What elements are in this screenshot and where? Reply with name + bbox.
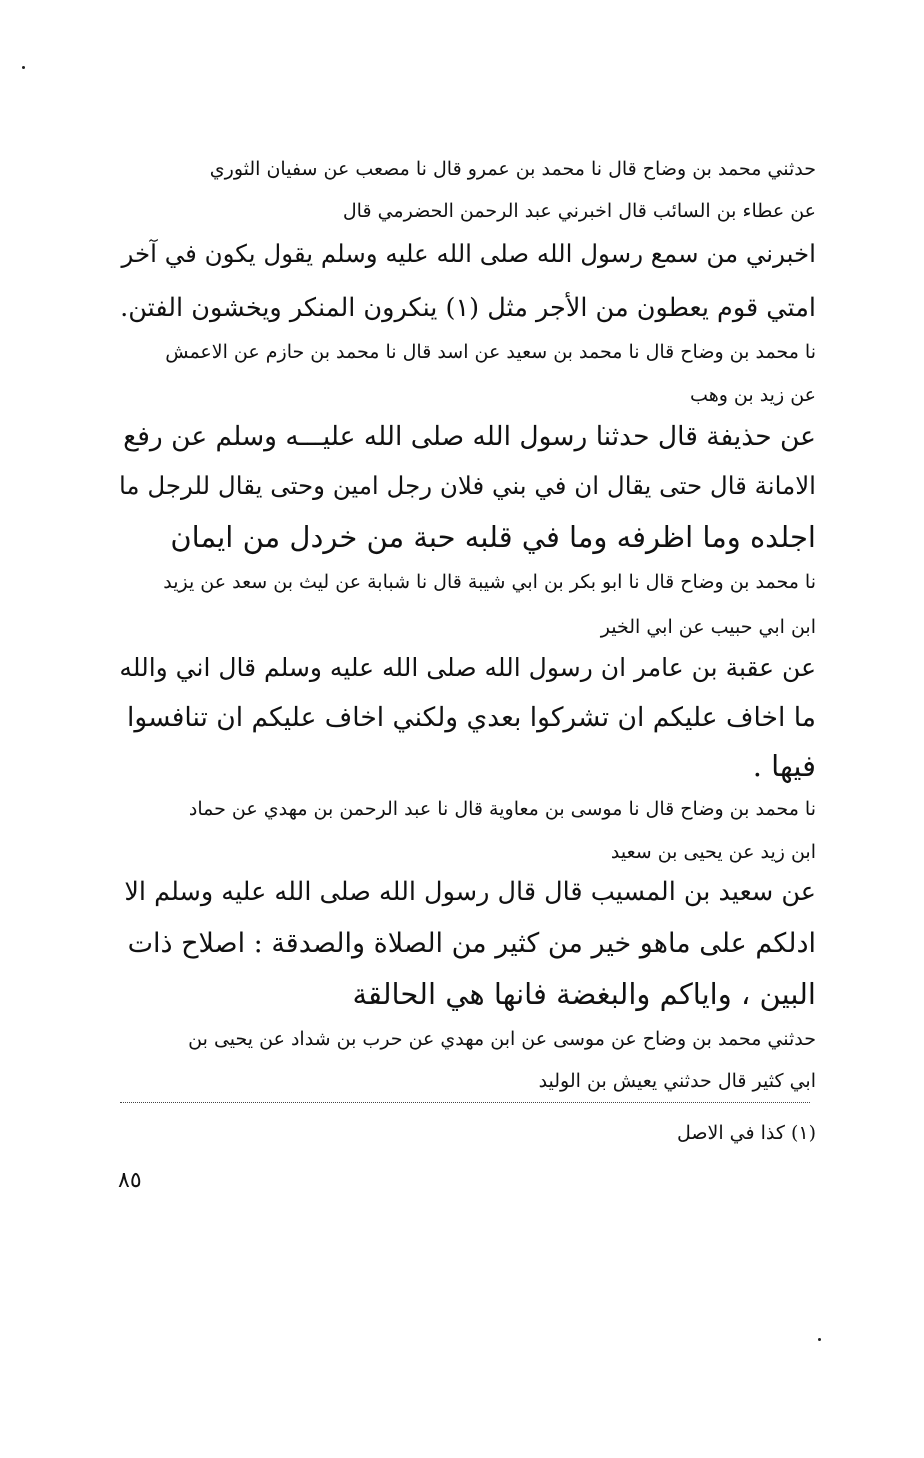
hadith-text-line-4: الامانة قال حتى يقال ان في بني فلان رجل امين وحتى يقال للرجل ما (118, 471, 816, 500)
footnote-divider (120, 1102, 810, 1103)
hadith-text-line-7: ما اخاف عليكم ان تشركوا بعدي ولكني اخاف عليكم ان تنافسوا (127, 702, 816, 733)
isnad-line-10: ابي كثير قال حدثني يعيش بن الوليد (538, 1070, 816, 1092)
isnad-line-8: ابن زيد عن يحيى بن سعيد (610, 841, 816, 863)
hadith-text-line-3: عن حذيفة قال حدثنا رسول الله صلى الله عليـــه وسلم عن رفع (123, 421, 816, 452)
isnad-line-6: ابن ابي حبيب عن ابي الخير (600, 616, 816, 638)
isnad-line-1: حدثني محمد بن وضاح قال نا محمد بن عمرو قال نا مصعب عن سفيان الثوري (209, 158, 816, 180)
isnad-line-7: نا محمد بن وضاح قال نا موسى بن معاوية قال نا عبد الرحمن بن مهدي عن حماد (188, 798, 816, 820)
page-number: ٨٥ (118, 1168, 142, 1193)
hadith-text-line-2: امتي قوم يعطون من الأجر مثل (١) ينكرون المنكر ويخشون الفتن. (120, 293, 816, 323)
hadith-text-line-5: اجلده وما اظرفه وما في قلبه حبة من خردل من ايمان (170, 520, 816, 554)
hadith-text-line-8: فيها . (752, 749, 816, 783)
scan-speck (22, 66, 25, 69)
isnad-line-3: نا محمد بن وضاح قال نا محمد بن سعيد عن اسد قال نا محمد بن حازم عن الاعمش (165, 341, 816, 363)
isnad-line-2: عن عطاء بن السائب قال اخبرني عبد الرحمن الحضرمي قال (342, 200, 816, 222)
footnote: (١) كذا في الاصل (676, 1122, 816, 1144)
hadith-text-line-1: اخبرني من سمع رسول الله صلى الله عليه وسلم يقول يكون في آخر (121, 239, 816, 268)
hadith-text-line-10: ادلكم على ماهو خير من كثير من الصلاة والصدقة : اصلاح ذات (127, 928, 816, 959)
hadith-text-line-9: عن سعيد بن المسيب قال قال رسول الله صلى الله عليه وسلم الا (124, 877, 816, 907)
hadith-text-line-11: البين ، واياكم والبغضة فانها هي الحالقة (352, 977, 816, 1011)
hadith-text-line-6: عن عقبة بن عامر ان رسول الله صلى الله عليه وسلم قال اني والله (119, 653, 816, 682)
isnad-line-9: حدثني محمد بن وضاح عن موسى عن ابن مهدي عن حرب بن شداد عن يحيى بن (188, 1028, 816, 1050)
isnad-line-4: عن زيد بن وهب (690, 384, 816, 406)
scan-speck (818, 1338, 821, 1341)
isnad-line-5: نا محمد بن وضاح قال نا ابو بكر بن ابي شيبة قال نا شبابة عن ليث بن سعد عن يزيد (163, 571, 816, 593)
